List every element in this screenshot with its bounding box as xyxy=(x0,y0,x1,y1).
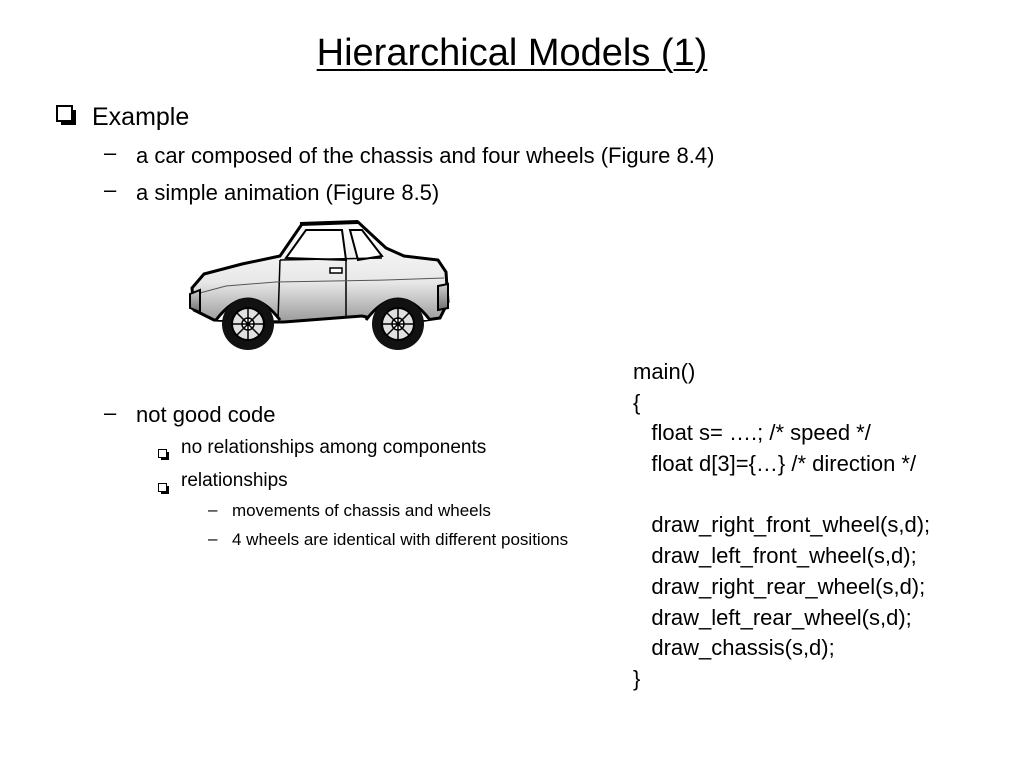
checkbox-bullet-icon xyxy=(56,105,73,122)
code-line: } xyxy=(633,665,641,691)
bullet-relationships: relationships xyxy=(181,470,288,491)
dash-bullet-icon: – xyxy=(104,177,117,202)
bullet-example xyxy=(56,104,73,126)
rear-wheel-icon xyxy=(222,298,274,350)
checkbox-bullet-icon xyxy=(158,449,167,458)
bullet-simple-animation: a simple animation (Figure 8.5) xyxy=(136,180,440,205)
small-box-bullet xyxy=(158,445,167,463)
bullet-movements: movements of chassis and wheels xyxy=(232,501,491,520)
dash-bullet-icon: – xyxy=(208,529,218,548)
dash-bullet-icon: – xyxy=(208,500,218,519)
car-illustration xyxy=(186,216,452,362)
bullet-four-wheels: 4 wheels are identical with different positions xyxy=(232,530,569,549)
bullet-example-text: Example xyxy=(92,103,190,131)
bullet-no-relationships: no relationships among components xyxy=(181,437,487,458)
code-line: { xyxy=(633,389,641,415)
code-line: float d[3]={…} /* direction */ xyxy=(633,451,917,477)
code-line: main() xyxy=(633,359,696,384)
code-line: draw_left_rear_wheel(s,d); xyxy=(633,604,912,630)
code-block xyxy=(633,357,930,695)
bullet-car-composed: a car composed of the chassis and four wheels (Figure 8.4) xyxy=(136,143,715,168)
code-line xyxy=(633,480,930,511)
code-line: float s= ….; /* speed */ xyxy=(633,420,871,446)
slide-title: Hierarchical Models (1) xyxy=(316,32,708,74)
dash-bullet-icon: – xyxy=(104,140,117,165)
code-line: draw_right_front_wheel(s,d); xyxy=(633,512,931,538)
code-line: draw_right_rear_wheel(s,d); xyxy=(633,573,926,599)
code-line: draw_left_front_wheel(s,d); xyxy=(633,543,917,569)
code-line: draw_chassis(s,d); xyxy=(633,635,835,661)
dash-bullet-icon: – xyxy=(104,400,117,425)
bullet-not-good-code: not good code xyxy=(136,402,276,427)
checkbox-bullet-icon xyxy=(158,483,167,492)
small-box-bullet xyxy=(158,479,167,497)
front-wheel-icon xyxy=(372,298,424,350)
